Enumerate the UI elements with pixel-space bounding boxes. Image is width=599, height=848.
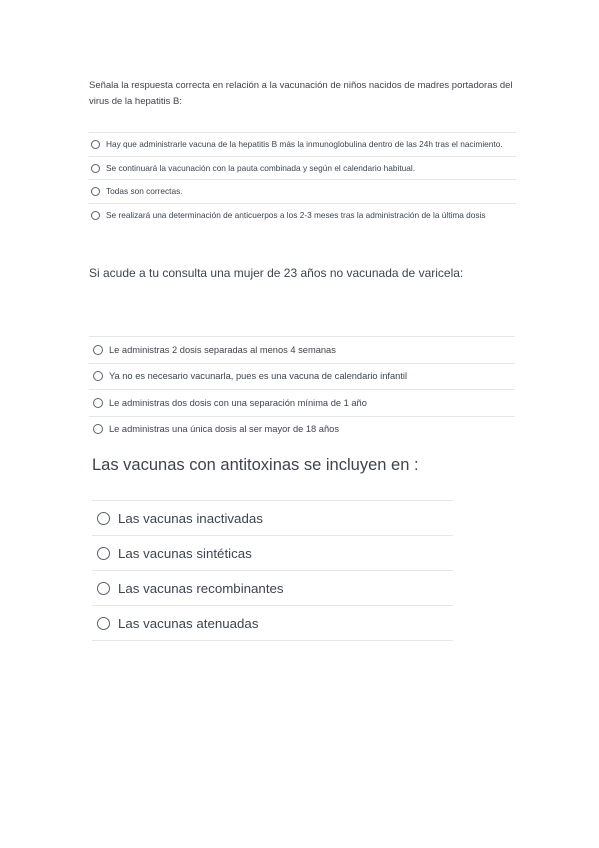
option-label: Las vacunas recombinantes xyxy=(118,580,284,596)
option-label: Le administras dos dosis con una separación mínima de 1 año xyxy=(109,397,367,408)
option-label: Se continuará la vacunación con la pauta combinada y según el calendario habitual. xyxy=(106,162,416,173)
question-2-option-3[interactable] xyxy=(89,390,515,417)
question-3-option-1[interactable] xyxy=(92,501,453,536)
option-label: Le administras 2 dosis separadas al menos 4 semanas xyxy=(109,344,336,355)
question-3-options xyxy=(92,500,453,641)
question-3-option-4[interactable] xyxy=(92,606,453,641)
radio-button[interactable] xyxy=(97,582,110,595)
option-label: Ya no es necesario vacunarla, pues es una vacuna de calendario infantil xyxy=(109,371,408,382)
option-label: Hay que administrarle vacuna de la hepatitis B más la inmunoglobulina dentro de las 24h tras el nacimiento. xyxy=(106,139,503,149)
question-2-options xyxy=(89,336,515,442)
question-1-option-2[interactable] xyxy=(89,157,516,181)
radio-button[interactable] xyxy=(91,140,100,149)
question-3-option-3[interactable] xyxy=(92,571,453,606)
radio-button[interactable] xyxy=(97,547,110,560)
question-1-option-4[interactable] xyxy=(89,204,516,227)
radio-button[interactable] xyxy=(97,512,110,525)
radio-button[interactable] xyxy=(91,164,100,173)
option-label: Todas son correctas. xyxy=(106,186,183,196)
question-1 xyxy=(89,78,516,226)
question-2-option-4[interactable] xyxy=(89,417,515,443)
question-1-option-1[interactable] xyxy=(89,133,516,157)
radio-button[interactable] xyxy=(91,211,100,220)
option-label: Las vacunas inactivadas xyxy=(118,510,263,526)
option-label: Las vacunas sintéticas xyxy=(118,545,252,561)
question-3 xyxy=(92,455,453,641)
radio-button[interactable] xyxy=(97,617,110,630)
question-2-option-1[interactable] xyxy=(89,337,515,364)
question-2-option-2[interactable] xyxy=(89,364,515,391)
question-3-stem: Las vacunas con antitoxinas se incluyen en : xyxy=(92,456,419,474)
question-1-option-3[interactable] xyxy=(89,180,516,204)
radio-button[interactable] xyxy=(91,187,100,196)
question-1-stem: Señala la respuesta correcta en relación a la vacunación de niños nacidos de madres portadoras del virus de la hepatitis B: xyxy=(89,80,513,107)
option-label: Se realizará una determinación de anticuerpos a los 2-3 meses tras la administración de la última dosis xyxy=(106,209,486,220)
radio-button[interactable] xyxy=(93,371,103,381)
question-3-option-2[interactable] xyxy=(92,536,453,571)
option-label: Las vacunas atenuadas xyxy=(118,615,259,631)
radio-button[interactable] xyxy=(93,398,103,408)
question-1-options xyxy=(89,132,516,226)
radio-button[interactable] xyxy=(93,424,103,434)
question-2-stem: Si acude a tu consulta una mujer de 23 años no vacunada de varicela: xyxy=(89,266,464,280)
option-label: Le administras una única dosis al ser mayor de 18 años xyxy=(109,424,339,435)
question-2 xyxy=(89,265,515,442)
radio-button[interactable] xyxy=(93,345,103,355)
